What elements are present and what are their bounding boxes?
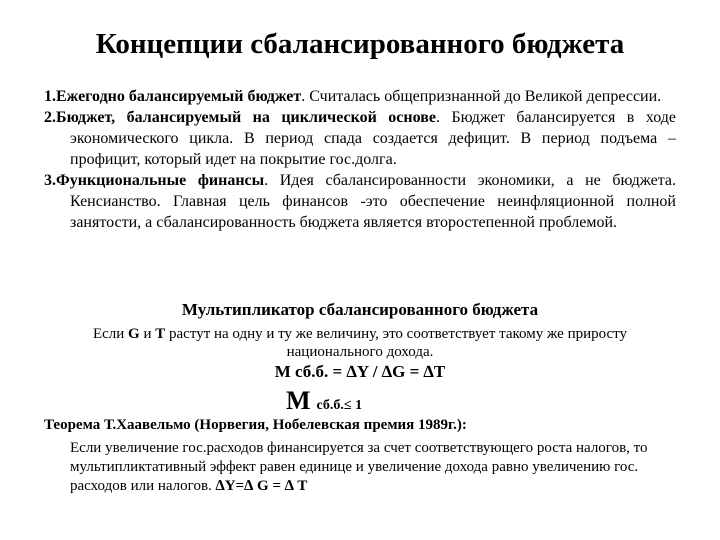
page-title: Концепции сбалансированного бюджета	[95, 28, 625, 60]
item-text: . Бюджет балансируется в ходе экономического цикла. В период спада создается дефицит. В период подъема – профицит, который идет на покрытие гос.долга.	[70, 109, 677, 168]
list-item	[44, 170, 676, 233]
theorem-formula: ∆Y=∆ G = ∆ T	[215, 478, 308, 494]
theorem-text	[70, 439, 676, 496]
multiplier-title: Мультипликатор сбалансированного бюджета	[181, 300, 539, 319]
item-text: . Считалась общепризнанной до Великой депрессии.	[301, 88, 662, 105]
item-term: 3.Функциональные финансы	[44, 172, 265, 189]
mult-text-after: растут на одну и ту же величину, это соответствует такому же приросту национального дохода.	[165, 326, 628, 360]
multiplier-formula: M сб.б. = ∆Y / ∆G = ∆T	[274, 362, 446, 381]
formula-m: M	[286, 386, 311, 415]
list-item	[44, 86, 676, 107]
item-term: 2.Бюджет, балансируемый на циклической основе	[44, 109, 436, 126]
multiplier-description	[60, 325, 660, 361]
item-term: 1.Ежегодно балансируемый бюджет	[44, 88, 302, 105]
mult-and: и	[139, 326, 156, 342]
mult-text-before: Если	[92, 326, 129, 342]
item-text: . Идея сбалансированности экономики, а не бюджета. Кенсианство. Главная цель финансов -это обеспечение неинфляционной полной занятости, а сбалансированность бюджета является второстепенной проблемой.	[70, 172, 676, 231]
theorem-heading: Теорема Т.Хаавельмо (Норвегия, Нобелевская премия 1989г.):	[44, 417, 467, 433]
list-item	[44, 107, 676, 170]
mult-var-t: T	[155, 326, 166, 342]
mult-var-g: G	[128, 326, 140, 342]
theorem-body: Если увеличение гос.расходов финансируется за счет соответствующего роста налогов, то мультипликтативный эффект равен единице и увеличение дохода равно увеличению гос. расходов или налогов.	[70, 440, 648, 494]
concepts-list	[44, 86, 676, 233]
multiplier-bound	[286, 386, 362, 416]
formula-bound: сб.б.≤ 1	[316, 398, 363, 413]
